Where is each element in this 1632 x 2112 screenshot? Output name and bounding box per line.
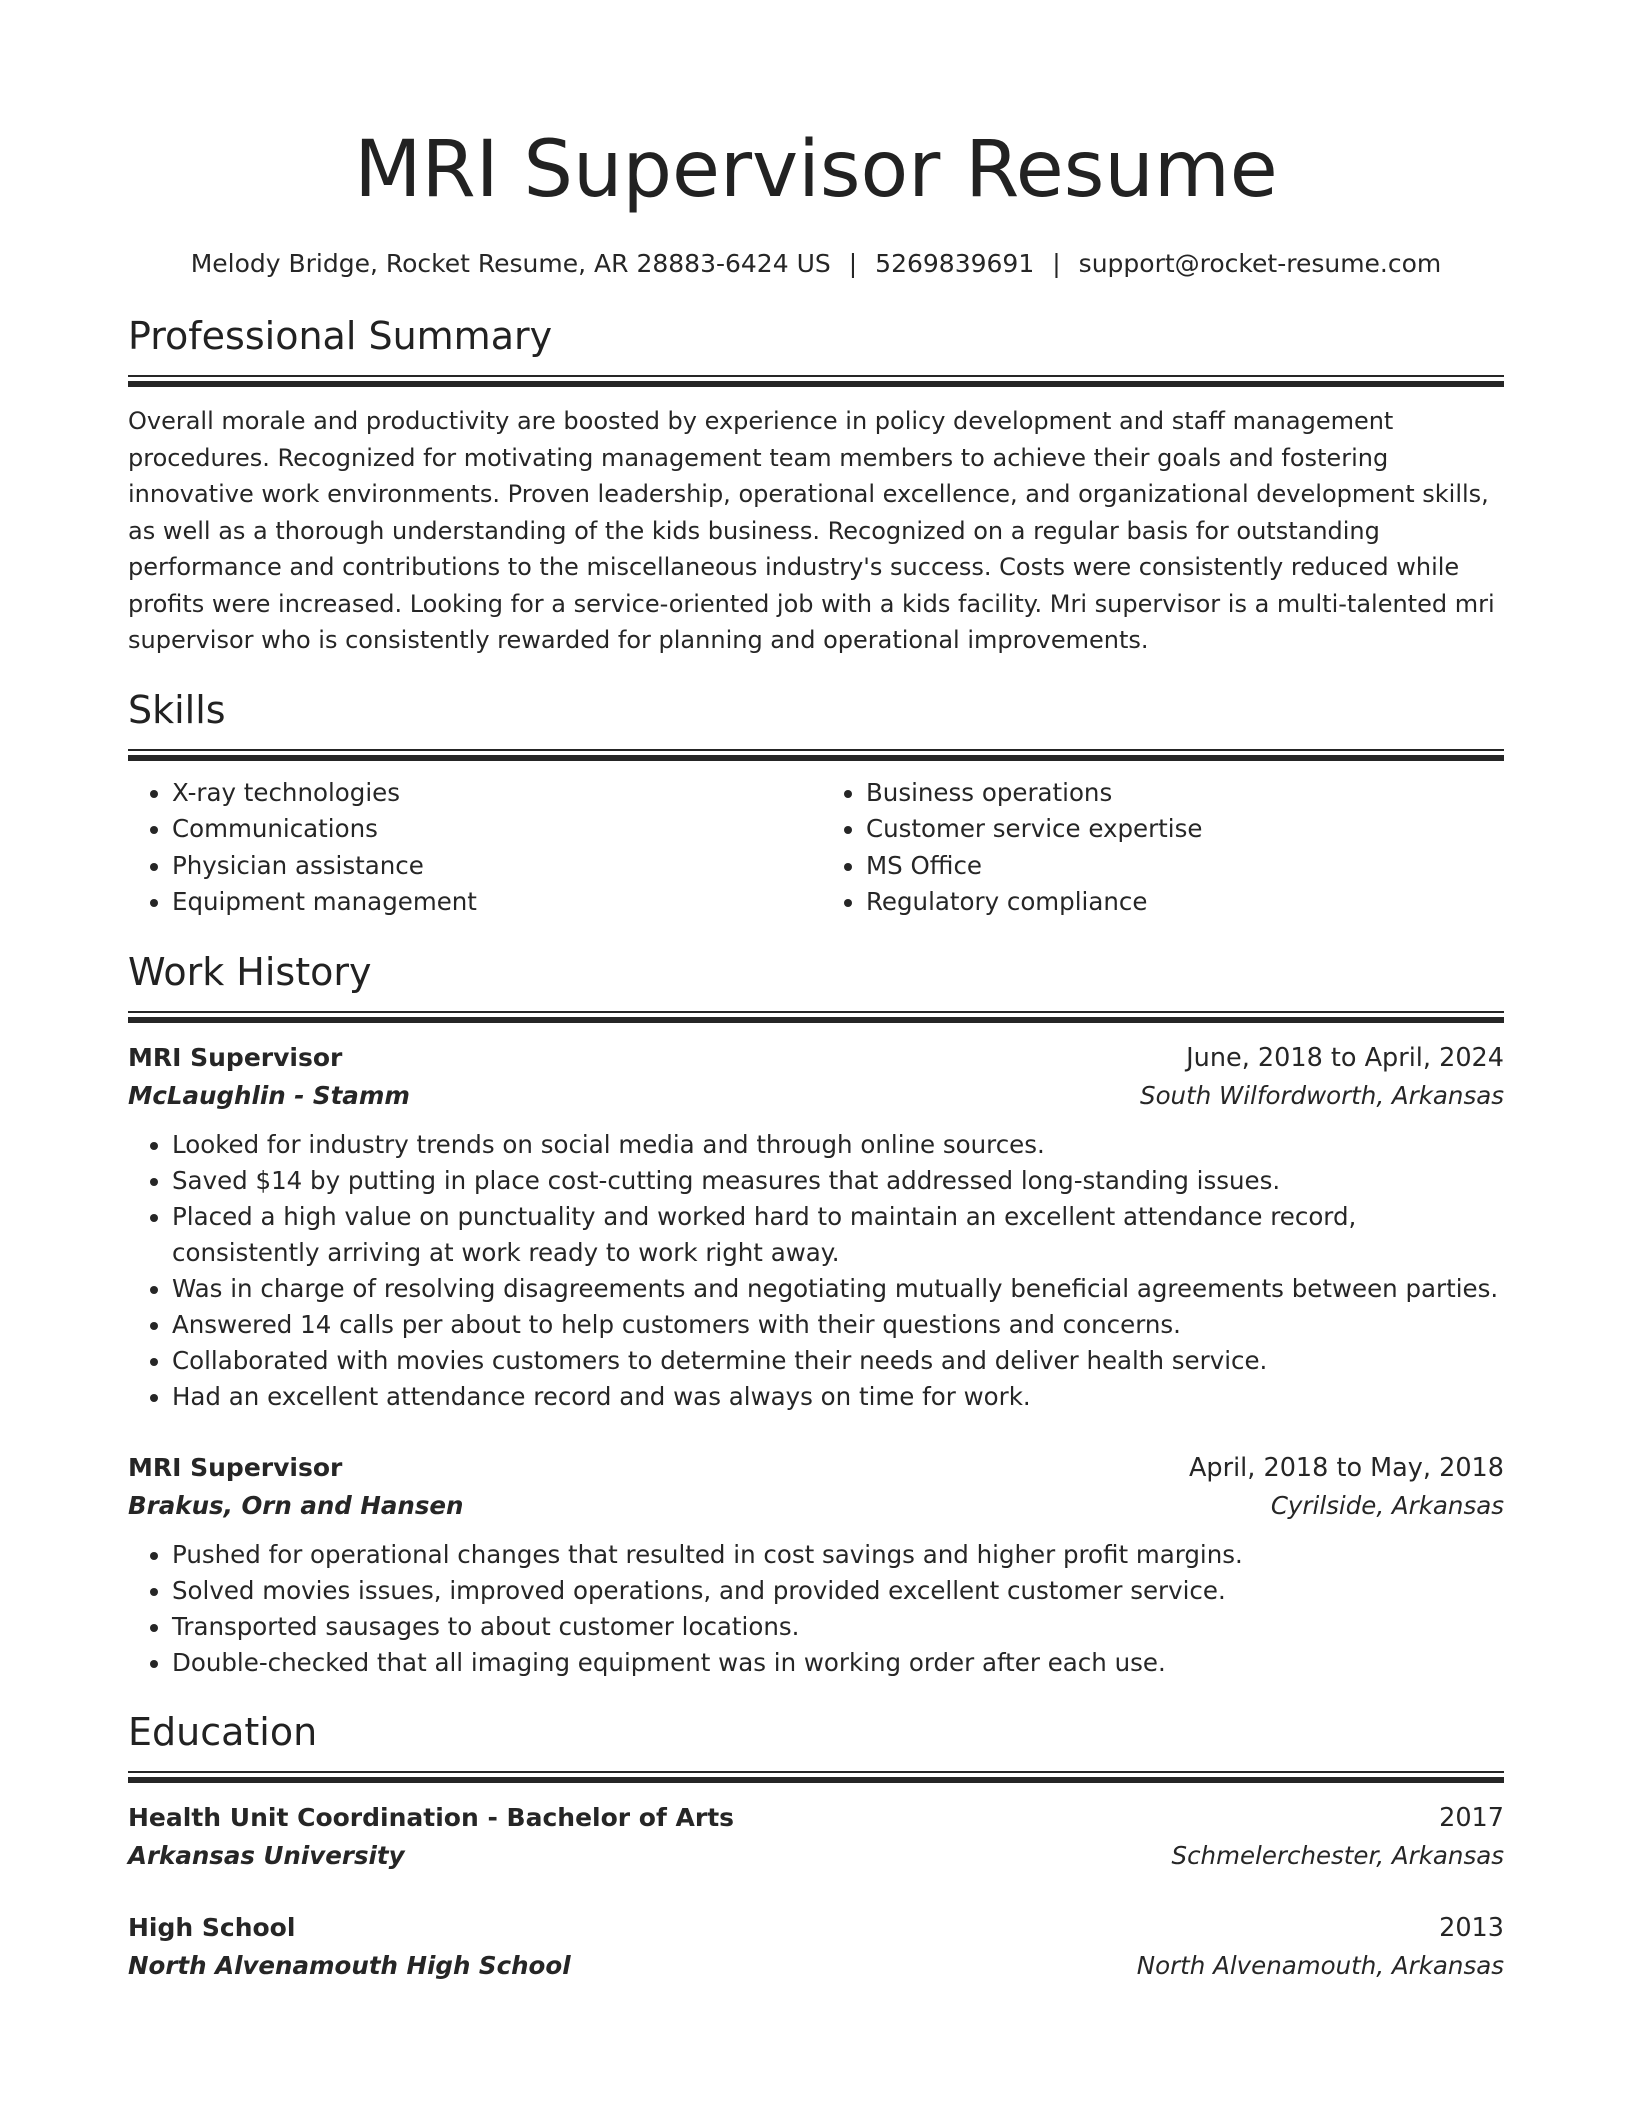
skill-item: • Physician assistance [172,848,816,885]
job-bullet: • Placed a high value on punctuality and worked hard to maintain an excellent attendance record, consistently arriving at work ready to work right away. [172,1199,1504,1271]
education-school-row [128,1837,1504,1875]
job-entry [128,1449,1504,1681]
skill-item: • Regulatory compliance [866,884,1504,921]
job-bullets [128,1127,1504,1415]
section-divider [128,1771,1504,1783]
education-header-row [128,1799,1504,1837]
section-divider [128,749,1504,761]
skills-section [128,685,1504,921]
education-location: Schmelerchester, Arkansas [1171,1840,1504,1870]
education-header-row [128,1909,1504,1947]
job-bullet: • Pushed for operational changes that resulted in cost savings and higher profit margins. [172,1537,1504,1573]
skill-item: • Business operations [866,775,1504,812]
section-divider [128,375,1504,387]
summary-text: Overall morale and productivity are boosted by experience in policy development and staff management procedures. Recognized for motivating management team members to achieve their goals and fostering innovative work environments. Proven leadership, operational excellence, and organizational development skills, as well as a thorough understanding of the kids business. Recognized on a regular basis for outstanding performance and contributions to the miscellaneous industry's success. Costs were consistently reduced while profits were increased. Looking for a service-oriented job with a kids facility. Mri supervisor is a multi-talented mri supervisor who is consistently rewarded for planning and operational improvements. [128,407,1495,654]
section-divider [128,1011,1504,1023]
summary-section [128,311,1504,659]
job-bullet: • Was in charge of resolving disagreements and negotiating mutually beneficial agreements between parties. [172,1271,1504,1307]
education-location: North Alvenamouth, Arkansas [1136,1950,1504,1980]
education-degree: Health Unit Coordination - Bachelor of Arts [128,1802,735,1832]
job-bullet: • Collaborated with movies customers to determine their needs and deliver health service. [172,1343,1504,1379]
job-bullets [128,1537,1504,1681]
skills-list-right [816,775,1504,921]
skills-columns [128,775,1504,921]
education-school-row [128,1947,1504,1985]
job-bullet: • Solved movies issues, improved operations, and provided excellent customer service. [172,1573,1504,1609]
contact-address: Melody Bridge, Rocket Resume, AR 28883-6424 US [190,249,831,278]
job-company-row [128,1487,1504,1525]
job-dates: June, 2018 to April, 2024 [1186,1042,1504,1073]
education-school: Arkansas University [128,1840,405,1870]
skill-item: • Customer service expertise [866,811,1504,848]
skills-heading: Skills [128,687,226,732]
contact-separator: | [848,249,858,278]
resume-title: MRI Supervisor Resume [354,125,1278,215]
education-entry [128,1909,1504,1985]
job-entry [128,1039,1504,1415]
education-entry [128,1799,1504,1875]
job-header-row [128,1449,1504,1487]
skill-item: • MS Office [866,848,1504,885]
education-heading: Education [128,1709,318,1754]
education-section [128,1707,1504,1985]
job-bullet: • Answered 14 calls per about to help customers with their questions and concerns. [172,1307,1504,1343]
work-heading: Work History [128,949,372,994]
summary-heading: Professional Summary [128,314,553,358]
job-title: MRI Supervisor [128,1042,343,1072]
job-bullet: • Saved $14 by putting in place cost-cutting measures that addressed long-standing issues. [172,1163,1504,1199]
job-bullet: • Double-checked that all imaging equipment was in working order after each use. [172,1645,1504,1681]
skill-item: • Equipment management [172,884,816,921]
skill-item: • Communications [172,811,816,848]
contact-line [128,247,1504,281]
work-section [128,947,1504,1681]
job-title: MRI Supervisor [128,1452,343,1482]
job-bullet: • Looked for industry trends on social media and through online sources. [172,1127,1504,1163]
job-location: Cyrilside, Arkansas [1270,1490,1504,1520]
job-company: Brakus, Orn and Hansen [128,1490,464,1520]
job-dates: April, 2018 to May, 2018 [1188,1452,1504,1483]
job-header-row [128,1039,1504,1077]
job-location: South Wilfordworth, Arkansas [1140,1080,1504,1110]
job-bullet: • Transported sausages to about customer locations. [172,1609,1504,1645]
contact-email: support@rocket-resume.com [1078,249,1442,278]
education-year: 2013 [1439,1912,1504,1943]
job-company: McLaughlin - Stamm [128,1080,410,1110]
contact-phone: 5269839691 [875,249,1035,278]
job-bullet: • Had an excellent attendance record and was always on time for work. [172,1379,1504,1415]
contact-separator: | [1052,249,1061,278]
skills-list-left [128,775,816,921]
education-school: North Alvenamouth High School [128,1950,571,1980]
job-company-row [128,1077,1504,1115]
education-year: 2017 [1439,1802,1504,1833]
skill-item: • X-ray technologies [172,775,816,812]
education-degree: High School [128,1912,296,1942]
